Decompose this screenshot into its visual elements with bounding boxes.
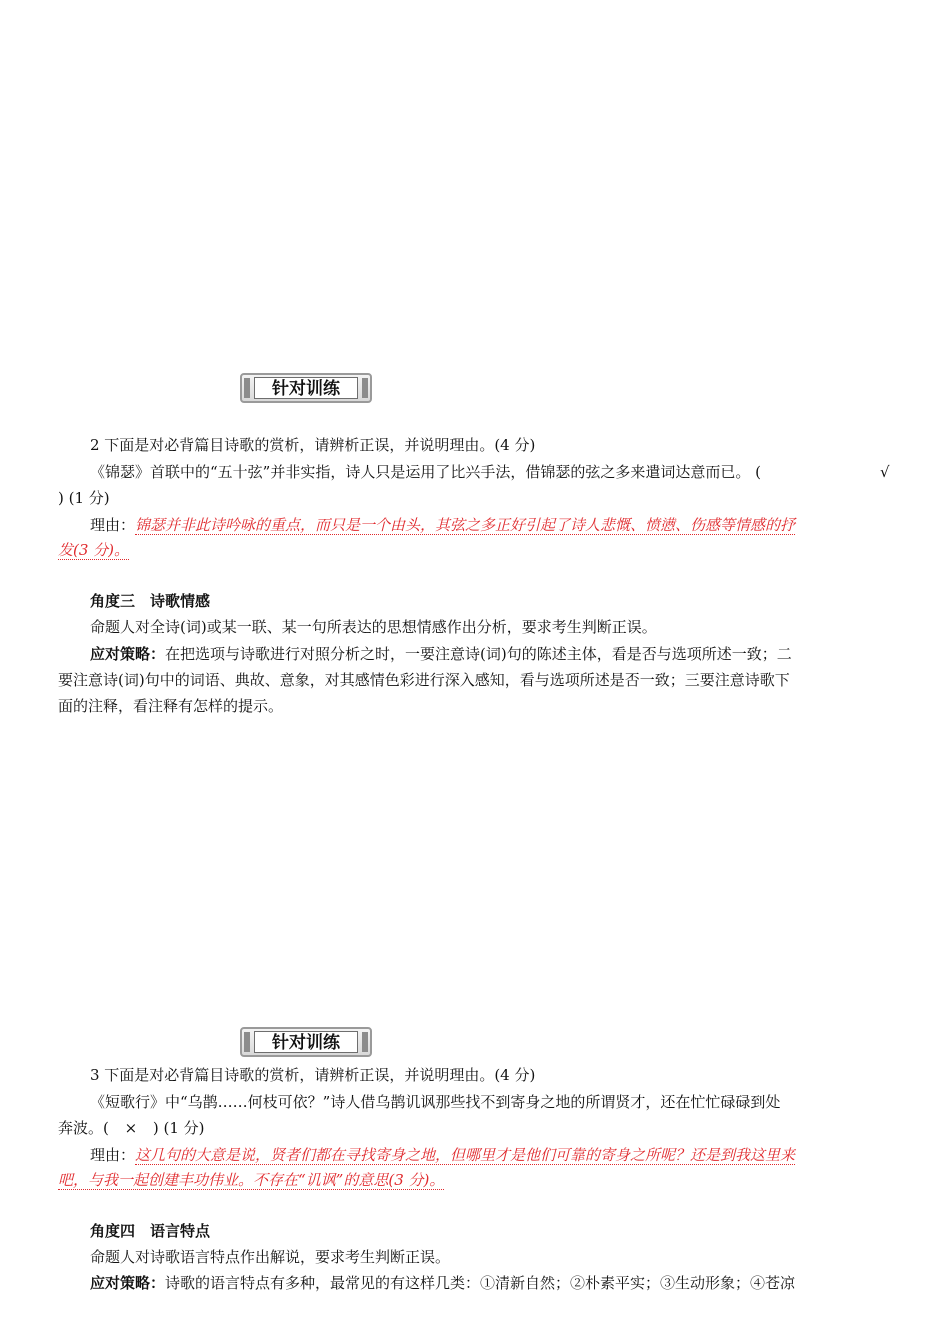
angle4-strategy-line1 [58,1270,892,1296]
strategy-text: 在把选项与诗歌进行对照分析之时，一要注意诗(词)句的陈述主体，看是否与选项所述一致；二 [165,645,792,663]
badge-label: 针对训练 [254,1031,358,1053]
reason-label: 理由： [90,1146,136,1164]
angle3-strategy-line2: 要注意诗(词)句中的词语、典故、意象，对其感情色彩进行深入感知，看与选项所述是否一致；三要注意诗歌下 [58,671,790,689]
angle3-strategy-line3: 面的注释，看注释有怎样的提示。 [58,697,284,715]
answer-mark-wrong: × [124,1119,138,1137]
question-3: 3 下面是对必背篇目诗歌的赏析，请辨析正误，并说明理由。(4 分) [90,1066,536,1084]
statement-2-tail: ) (1 分) [58,489,110,507]
training-badge-2 [240,1027,372,1057]
angle4-title: 角度四 语言特点 [90,1222,211,1240]
reason-text: 锦瑟并非此诗吟咏的重点，而只是一个由头，其弦之多正好引起了诗人悲慨、愤懑、伤感等情感的抒 [135,516,796,534]
training-badge-1 [240,373,372,403]
reason-2-line1 [58,512,892,538]
angle3-strategy-line1 [58,641,892,667]
answer-mark-correct: √ [880,463,890,481]
statement-text: 《锦瑟》首联中的“五十弦”并非实指，诗人只是运用了比兴手法，借锦瑟的弦之多来遣词达意而已。 ( [90,463,761,481]
badge-label: 针对训练 [254,377,358,399]
reason-label: 理由： [90,516,136,534]
reason-text-cont: 吧，与我一起创建丰功伟业。不存在“讥讽”的意思(3 分)。 [58,1171,445,1189]
reason-2-line2 [58,537,892,563]
statement-tail: ) (1 分) [152,1119,205,1137]
angle3-title: 角度三 诗歌情感 [90,592,211,610]
statement-text: 奔波。( [58,1119,109,1137]
strategy-label: 应对策略： [90,645,166,663]
strategy-text: 诗歌的语言特点有多种，最常见的有这样几类：①清新自然；②朴素平实；③生动形象；④苍凉 [165,1274,796,1292]
statement-2 [58,459,892,485]
statement-3-line2 [58,1115,892,1141]
statement-3-line1: 《短歌行》中“乌鹊……何枝可依？”诗人借乌鹊讥讽那些找不到寄身之地的所谓贤才，还在忙忙碌碌到处 [90,1093,781,1111]
reason-text: 这几句的大意是说，贤者们都在寻找寄身之地，但哪里才是他们可靠的寄身之所呢？还是到我这里来 [135,1146,796,1164]
strategy-label: 应对策略： [90,1274,166,1292]
question-2: 2 下面是对必背篇目诗歌的赏析，请辨析正误，并说明理由。(4 分) [90,436,536,454]
angle4-desc: 命题人对诗歌语言特点作出解说，要求考生判断正误。 [90,1248,451,1266]
reason-3-line2 [58,1167,892,1193]
reason-3-line1 [58,1142,892,1168]
angle3-desc: 命题人对全诗(词)或某一联、某一句所表达的思想情感作出分析，要求考生判断正误。 [90,618,657,636]
reason-text-cont: 发(3 分)。 [58,541,130,559]
